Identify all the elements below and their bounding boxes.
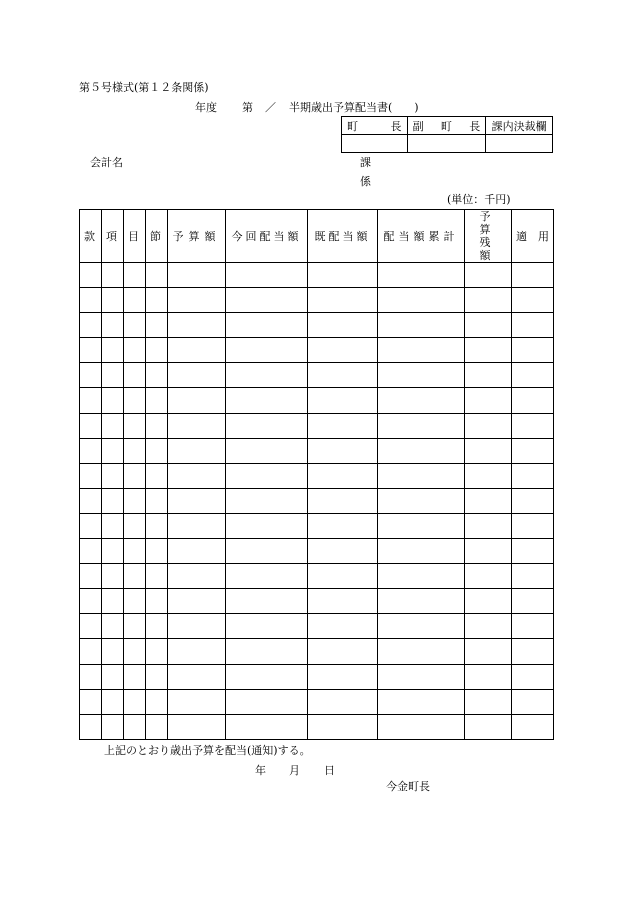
header-budget-remaining <box>465 210 512 263</box>
cell-budget-remaining[interactable] <box>465 313 512 338</box>
cell-current-allocation[interactable] <box>226 313 308 338</box>
form-number: 第５号様式(第１２条関係) <box>79 81 209 94</box>
cell-existing-allocation[interactable] <box>308 488 378 513</box>
cell-kan[interactable] <box>80 388 102 413</box>
cell-kou[interactable] <box>102 614 124 639</box>
cell-remarks[interactable] <box>512 488 554 513</box>
cell-setsu[interactable] <box>146 263 168 288</box>
cell-existing-allocation[interactable] <box>308 263 378 288</box>
cell-kou[interactable] <box>102 664 124 689</box>
table-row <box>80 714 554 739</box>
cell-kou[interactable] <box>102 539 124 564</box>
cell-existing-allocation[interactable] <box>308 288 378 313</box>
cell-moku[interactable] <box>124 664 146 689</box>
table-row <box>80 689 554 714</box>
cell-setsu[interactable] <box>146 614 168 639</box>
cell-budget[interactable] <box>168 463 226 488</box>
cell-existing-allocation[interactable] <box>308 614 378 639</box>
cell-moku[interactable] <box>124 614 146 639</box>
cell-existing-allocation[interactable] <box>308 438 378 463</box>
cell-allocation-total[interactable] <box>378 463 465 488</box>
approval-stamp-mayor[interactable] <box>342 135 408 153</box>
cell-remarks[interactable] <box>512 614 554 639</box>
title-dai: 第 <box>242 101 253 114</box>
date-year: 年 <box>255 764 266 777</box>
cell-budget[interactable] <box>168 689 226 714</box>
table-row <box>80 363 554 388</box>
approval-stamp-row <box>342 135 553 153</box>
table-row <box>80 539 554 564</box>
cell-budget[interactable] <box>168 338 226 363</box>
cell-moku[interactable] <box>124 388 146 413</box>
cell-current-allocation[interactable] <box>226 363 308 388</box>
table-row <box>80 614 554 639</box>
cell-budget[interactable] <box>168 589 226 614</box>
title-year-label: 年度 <box>195 101 217 114</box>
cell-moku[interactable] <box>124 513 146 538</box>
cell-remarks[interactable] <box>512 288 554 313</box>
cell-allocation-total[interactable] <box>378 589 465 614</box>
cell-moku[interactable] <box>124 714 146 739</box>
cell-budget[interactable] <box>168 564 226 589</box>
cell-remarks[interactable] <box>512 313 554 338</box>
header-budget: 予算額 <box>168 210 226 263</box>
cell-budget-remaining[interactable] <box>465 463 512 488</box>
cell-remarks[interactable] <box>512 664 554 689</box>
date-day: 日 <box>324 764 335 777</box>
cell-kou[interactable] <box>102 288 124 313</box>
cell-budget[interactable] <box>168 639 226 664</box>
table-body <box>80 263 554 740</box>
cell-setsu[interactable] <box>146 488 168 513</box>
cell-existing-allocation[interactable] <box>308 363 378 388</box>
cell-moku[interactable] <box>124 463 146 488</box>
footer-statement: 上記のとおり歳出予算を配当(通知)する。 <box>104 744 311 757</box>
cell-existing-allocation[interactable] <box>308 589 378 614</box>
cell-remarks[interactable] <box>512 263 554 288</box>
table-row <box>80 463 554 488</box>
cell-kou[interactable] <box>102 689 124 714</box>
cell-budget-remaining[interactable] <box>465 263 512 288</box>
approval-header-section: 課内決裁欄 <box>486 117 553 135</box>
header-kan: 款 <box>80 210 102 263</box>
cell-budget-remaining[interactable] <box>465 614 512 639</box>
approval-stamp-deputy-mayor[interactable] <box>407 135 486 153</box>
cell-kan[interactable] <box>80 689 102 714</box>
cell-kan[interactable] <box>80 363 102 388</box>
cell-existing-allocation[interactable] <box>308 639 378 664</box>
cell-remarks[interactable] <box>512 589 554 614</box>
cell-remarks[interactable] <box>512 388 554 413</box>
cell-allocation-total[interactable] <box>378 338 465 363</box>
cell-existing-allocation[interactable] <box>308 313 378 338</box>
approval-table <box>341 116 553 153</box>
approval-stamp-section[interactable] <box>486 135 553 153</box>
cell-allocation-total[interactable] <box>378 639 465 664</box>
cell-remarks[interactable] <box>512 689 554 714</box>
table-row <box>80 438 554 463</box>
cell-moku[interactable] <box>124 288 146 313</box>
cell-allocation-total[interactable] <box>378 614 465 639</box>
header-kou: 項 <box>102 210 124 263</box>
table-row <box>80 388 554 413</box>
cell-kou[interactable] <box>102 564 124 589</box>
cell-budget-remaining[interactable] <box>465 714 512 739</box>
title-main: 半期歳出予算配当書( ) <box>289 101 419 114</box>
cell-budget[interactable] <box>168 614 226 639</box>
date-month: 月 <box>289 764 300 777</box>
cell-remarks[interactable] <box>512 438 554 463</box>
cell-budget-remaining[interactable] <box>465 388 512 413</box>
approval-header-deputy-mayor: 副 町 長 <box>407 117 486 135</box>
cell-budget-remaining[interactable] <box>465 664 512 689</box>
cell-budget-remaining[interactable] <box>465 413 512 438</box>
table-row <box>80 413 554 438</box>
header-current-allocation: 今回配当額 <box>226 210 308 263</box>
cell-current-allocation[interactable] <box>226 288 308 313</box>
table-row <box>80 564 554 589</box>
cell-budget[interactable] <box>168 488 226 513</box>
cell-allocation-total[interactable] <box>378 664 465 689</box>
cell-allocation-total[interactable] <box>378 288 465 313</box>
cell-budget[interactable] <box>168 438 226 463</box>
cell-current-allocation[interactable] <box>226 488 308 513</box>
cell-budget[interactable] <box>168 513 226 538</box>
cell-budget-remaining[interactable] <box>465 539 512 564</box>
cell-budget[interactable] <box>168 288 226 313</box>
unit-note: (単位：千円) <box>447 193 511 206</box>
cell-existing-allocation[interactable] <box>308 564 378 589</box>
cell-current-allocation[interactable] <box>226 714 308 739</box>
cell-budget-remaining[interactable] <box>465 513 512 538</box>
cell-moku[interactable] <box>124 413 146 438</box>
cell-kan[interactable] <box>80 513 102 538</box>
title-slash: ／ <box>265 101 276 114</box>
table-row <box>80 513 554 538</box>
cell-existing-allocation[interactable] <box>308 513 378 538</box>
cell-existing-allocation[interactable] <box>308 338 378 363</box>
cell-current-allocation[interactable] <box>226 689 308 714</box>
cell-budget[interactable] <box>168 539 226 564</box>
cell-existing-allocation[interactable] <box>308 413 378 438</box>
cell-setsu[interactable] <box>146 313 168 338</box>
cell-kan[interactable] <box>80 639 102 664</box>
cell-budget-remaining[interactable] <box>465 689 512 714</box>
cell-budget[interactable] <box>168 363 226 388</box>
cell-current-allocation[interactable] <box>226 438 308 463</box>
header-budget-remaining-top: 予 算 <box>479 210 514 236</box>
cell-remarks[interactable] <box>512 338 554 363</box>
cell-setsu[interactable] <box>146 513 168 538</box>
cell-budget-remaining[interactable] <box>465 639 512 664</box>
cell-moku[interactable] <box>124 438 146 463</box>
cell-allocation-total[interactable] <box>378 263 465 288</box>
cell-kan[interactable] <box>80 463 102 488</box>
cell-setsu[interactable] <box>146 714 168 739</box>
cell-kan[interactable] <box>80 488 102 513</box>
cell-budget[interactable] <box>168 388 226 413</box>
cell-remarks[interactable] <box>512 363 554 388</box>
cell-moku[interactable] <box>124 639 146 664</box>
cell-setsu[interactable] <box>146 338 168 363</box>
cell-current-allocation[interactable] <box>226 263 308 288</box>
table-row <box>80 488 554 513</box>
cell-current-allocation[interactable] <box>226 564 308 589</box>
cell-allocation-total[interactable] <box>378 689 465 714</box>
cell-budget-remaining[interactable] <box>465 363 512 388</box>
cell-budget-remaining[interactable] <box>465 438 512 463</box>
cell-kou[interactable] <box>102 388 124 413</box>
cell-budget[interactable] <box>168 714 226 739</box>
cell-remarks[interactable] <box>512 513 554 538</box>
cell-setsu[interactable] <box>146 288 168 313</box>
cell-allocation-total[interactable] <box>378 564 465 589</box>
cell-allocation-total[interactable] <box>378 313 465 338</box>
header-remarks: 適 用 <box>512 210 554 263</box>
cell-moku[interactable] <box>124 589 146 614</box>
cell-current-allocation[interactable] <box>226 463 308 488</box>
cell-existing-allocation[interactable] <box>308 463 378 488</box>
cell-existing-allocation[interactable] <box>308 664 378 689</box>
cell-current-allocation[interactable] <box>226 513 308 538</box>
cell-budget-remaining[interactable] <box>465 564 512 589</box>
cell-budget-remaining[interactable] <box>465 488 512 513</box>
cell-kou[interactable] <box>102 513 124 538</box>
subsection-label: 係 <box>360 175 371 188</box>
cell-moku[interactable] <box>124 263 146 288</box>
cell-allocation-total[interactable] <box>378 438 465 463</box>
section-label: 課 <box>360 156 371 169</box>
cell-setsu[interactable] <box>146 539 168 564</box>
header-existing-allocation: 既配当額 <box>308 210 378 263</box>
cell-setsu[interactable] <box>146 639 168 664</box>
cell-remarks[interactable] <box>512 539 554 564</box>
cell-moku[interactable] <box>124 564 146 589</box>
header-setsu: 節 <box>146 210 168 263</box>
header-moku: 目 <box>124 210 146 263</box>
cell-kou[interactable] <box>102 338 124 363</box>
cell-current-allocation[interactable] <box>226 539 308 564</box>
cell-budget-remaining[interactable] <box>465 288 512 313</box>
cell-remarks[interactable] <box>512 639 554 664</box>
cell-budget[interactable] <box>168 313 226 338</box>
cell-current-allocation[interactable] <box>226 589 308 614</box>
cell-kou[interactable] <box>102 413 124 438</box>
cell-kan[interactable] <box>80 714 102 739</box>
table-row <box>80 288 554 313</box>
cell-remarks[interactable] <box>512 714 554 739</box>
cell-setsu[interactable] <box>146 689 168 714</box>
cell-current-allocation[interactable] <box>226 413 308 438</box>
cell-budget[interactable] <box>168 413 226 438</box>
cell-kou[interactable] <box>102 263 124 288</box>
cell-moku[interactable] <box>124 313 146 338</box>
cell-kou[interactable] <box>102 589 124 614</box>
header-allocation-total: 配当額累計 <box>378 210 465 263</box>
cell-kan[interactable] <box>80 263 102 288</box>
cell-allocation-total[interactable] <box>378 388 465 413</box>
cell-existing-allocation[interactable] <box>308 714 378 739</box>
approval-header-row <box>342 117 553 135</box>
cell-setsu[interactable] <box>146 363 168 388</box>
cell-kan[interactable] <box>80 589 102 614</box>
cell-kan[interactable] <box>80 539 102 564</box>
issuer: 今金町長 <box>386 780 430 793</box>
table-row <box>80 664 554 689</box>
budget-allocation-table <box>79 209 554 740</box>
table-row <box>80 639 554 664</box>
cell-moku[interactable] <box>124 363 146 388</box>
cell-kou[interactable] <box>102 363 124 388</box>
header-budget-remaining-bottom: 残 額 <box>479 236 514 262</box>
cell-setsu[interactable] <box>146 589 168 614</box>
table-row <box>80 263 554 288</box>
cell-allocation-total[interactable] <box>378 363 465 388</box>
cell-setsu[interactable] <box>146 463 168 488</box>
table-row <box>80 338 554 363</box>
cell-moku[interactable] <box>124 539 146 564</box>
cell-setsu[interactable] <box>146 438 168 463</box>
cell-budget[interactable] <box>168 263 226 288</box>
cell-kou[interactable] <box>102 488 124 513</box>
cell-kou[interactable] <box>102 438 124 463</box>
cell-setsu[interactable] <box>146 664 168 689</box>
cell-remarks[interactable] <box>512 413 554 438</box>
cell-budget[interactable] <box>168 664 226 689</box>
cell-moku[interactable] <box>124 338 146 363</box>
approval-header-mayor: 町 長 <box>342 117 408 135</box>
cell-existing-allocation[interactable] <box>308 388 378 413</box>
cell-kan[interactable] <box>80 664 102 689</box>
cell-kan[interactable] <box>80 338 102 363</box>
cell-kou[interactable] <box>102 714 124 739</box>
cell-allocation-total[interactable] <box>378 513 465 538</box>
accounting-name-label: 会計名 <box>90 156 123 169</box>
cell-remarks[interactable] <box>512 564 554 589</box>
table-row <box>80 313 554 338</box>
cell-budget-remaining[interactable] <box>465 338 512 363</box>
table-row <box>80 589 554 614</box>
cell-allocation-total[interactable] <box>378 714 465 739</box>
cell-setsu[interactable] <box>146 388 168 413</box>
cell-budget-remaining[interactable] <box>465 589 512 614</box>
cell-existing-allocation[interactable] <box>308 539 378 564</box>
cell-kan[interactable] <box>80 564 102 589</box>
cell-kou[interactable] <box>102 639 124 664</box>
cell-kou[interactable] <box>102 463 124 488</box>
cell-kan[interactable] <box>80 413 102 438</box>
cell-kan[interactable] <box>80 288 102 313</box>
cell-kan[interactable] <box>80 313 102 338</box>
cell-remarks[interactable] <box>512 463 554 488</box>
cell-current-allocation[interactable] <box>226 614 308 639</box>
cell-current-allocation[interactable] <box>226 664 308 689</box>
cell-current-allocation[interactable] <box>226 639 308 664</box>
cell-setsu[interactable] <box>146 413 168 438</box>
cell-allocation-total[interactable] <box>378 488 465 513</box>
cell-moku[interactable] <box>124 488 146 513</box>
table-header-row <box>80 210 554 263</box>
cell-kou[interactable] <box>102 313 124 338</box>
cell-moku[interactable] <box>124 689 146 714</box>
cell-kan[interactable] <box>80 614 102 639</box>
cell-current-allocation[interactable] <box>226 388 308 413</box>
cell-setsu[interactable] <box>146 564 168 589</box>
cell-kan[interactable] <box>80 438 102 463</box>
cell-allocation-total[interactable] <box>378 539 465 564</box>
cell-current-allocation[interactable] <box>226 338 308 363</box>
cell-existing-allocation[interactable] <box>308 689 378 714</box>
cell-allocation-total[interactable] <box>378 413 465 438</box>
